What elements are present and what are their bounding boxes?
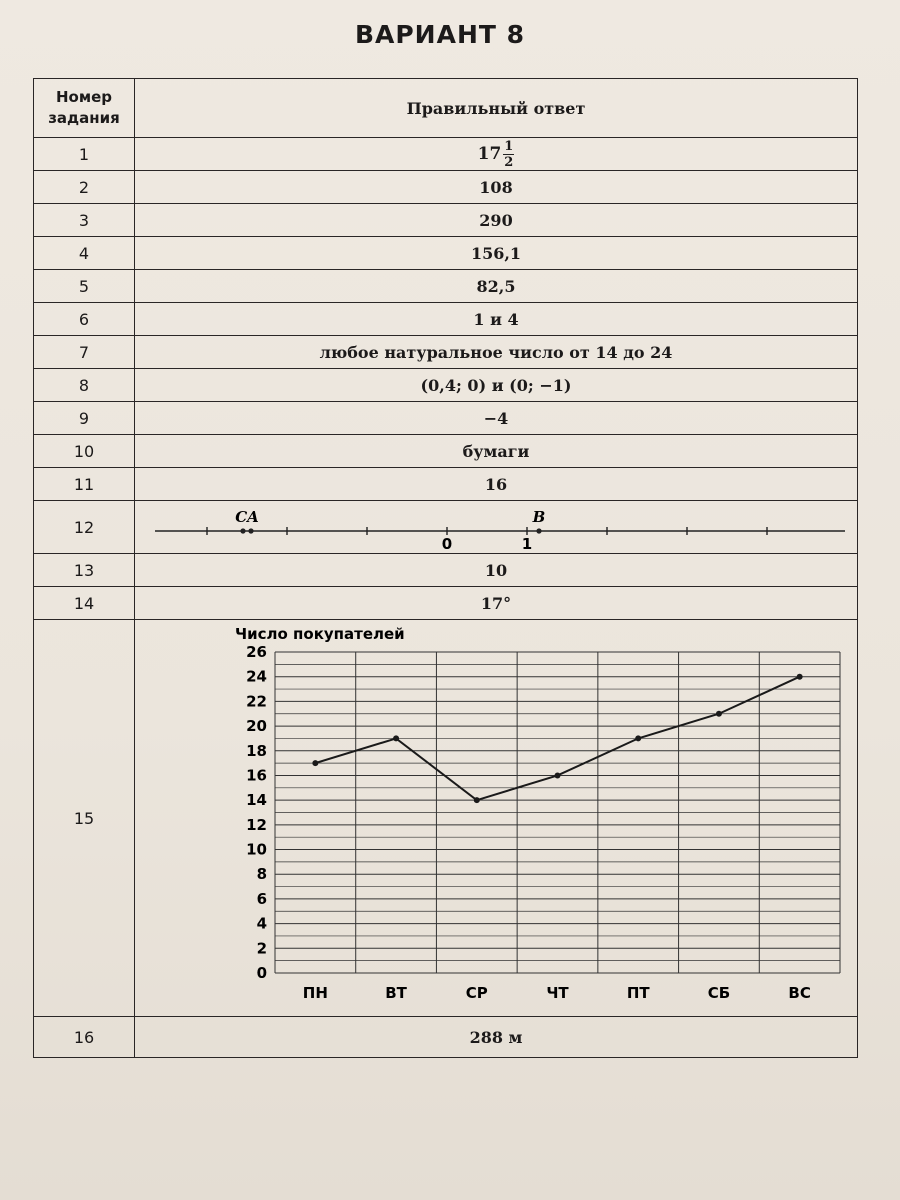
fraction-denominator: 2: [504, 154, 514, 170]
answer-cell: 82,5: [135, 270, 858, 303]
task-number: 7: [34, 336, 135, 369]
y-tick-label: 14: [246, 791, 267, 810]
y-tick-label: 20: [246, 717, 267, 736]
x-tick-label: ВТ: [385, 984, 407, 1002]
fraction-numerator: 1: [504, 138, 514, 154]
table-row: [34, 369, 858, 402]
data-point: [474, 797, 480, 803]
table-row: [34, 554, 858, 587]
y-tick-label: 16: [246, 766, 267, 785]
table-row: [34, 138, 858, 171]
page-title: ВАРИАНТ 8: [354, 20, 526, 49]
table-header-row: [34, 79, 858, 138]
table-row: [34, 1017, 858, 1058]
table-row: [34, 620, 858, 1017]
chart-title: Число покупателей: [235, 625, 405, 643]
answer-cell: (0,4; 0) и (0; −1): [135, 369, 858, 402]
y-tick-label: 0: [256, 964, 267, 982]
answer-cell: любое натуральное число от 14 до 24: [135, 336, 858, 369]
table-row: [34, 237, 858, 270]
task-number: 3: [34, 204, 135, 237]
data-point: [635, 735, 641, 741]
tick-label-0: 0: [441, 535, 453, 553]
answer-cell: 288 м: [135, 1017, 858, 1058]
point-a: [248, 528, 253, 533]
point-label-ca: CA: [235, 508, 259, 526]
y-tick-label: 12: [246, 815, 267, 834]
table-row: [34, 171, 858, 204]
y-tick-label: 18: [246, 741, 267, 760]
data-point: [797, 674, 803, 680]
x-tick-label: СР: [465, 984, 488, 1002]
chart-cell: [135, 620, 858, 1017]
task-number: 6: [34, 303, 135, 336]
x-tick-label: ПН: [302, 984, 328, 1002]
task-number: 14: [34, 587, 135, 620]
x-tick-label: СБ: [707, 984, 731, 1002]
point-label-b: B: [532, 508, 546, 526]
y-tick-label: 24: [246, 667, 267, 686]
task-number: 10: [34, 435, 135, 468]
table-row: [34, 435, 858, 468]
number-line: [135, 501, 857, 553]
x-tick-label: ЧТ: [546, 984, 569, 1002]
task-number: 8: [34, 369, 135, 402]
answer-cell: 108: [135, 171, 858, 204]
answers-table: [33, 78, 858, 1058]
task-number: 15: [34, 620, 135, 1017]
mixed-fraction-answer: [478, 139, 515, 170]
task-number: 5: [34, 270, 135, 303]
y-tick-label: 26: [246, 643, 267, 661]
task-number: 11: [34, 468, 135, 501]
answer-cell: −4: [135, 402, 858, 435]
header-correct-answer: Правильный ответ: [135, 79, 858, 138]
task-number: 4: [34, 237, 135, 270]
tick-label-1: 1: [521, 535, 533, 553]
x-tick-label: ПТ: [626, 984, 650, 1002]
y-tick-label: 10: [246, 840, 267, 859]
fraction-whole: 17: [477, 144, 502, 164]
answer-cell: 156,1: [135, 237, 858, 270]
table-row: [34, 270, 858, 303]
table-row: [34, 501, 858, 554]
table-row: [34, 303, 858, 336]
y-tick-label: 8: [256, 865, 267, 884]
task-number: 1: [34, 138, 135, 171]
y-tick-label: 2: [256, 939, 267, 958]
y-tick-label: 22: [246, 692, 267, 711]
y-tick-label: 6: [256, 889, 267, 908]
task-number: 16: [34, 1017, 135, 1058]
x-tick-label: ВС: [788, 984, 811, 1002]
task-number: 2: [34, 171, 135, 204]
table-row: [34, 336, 858, 369]
answer-cell: 17°: [135, 587, 858, 620]
answer-cell: бумаги: [135, 435, 858, 468]
number-line-cell: [135, 501, 858, 554]
task-number: 9: [34, 402, 135, 435]
data-point: [555, 772, 561, 778]
y-tick-label: 4: [256, 914, 267, 933]
task-number: 13: [34, 554, 135, 587]
point-b: [536, 528, 541, 533]
header-task-number: Номер задания: [34, 79, 135, 138]
table-row: [34, 587, 858, 620]
table-row: [34, 204, 858, 237]
answer-cell: 290: [135, 204, 858, 237]
table-row: [34, 402, 858, 435]
data-point: [716, 711, 722, 717]
answer-cell: [135, 138, 858, 171]
answer-cell: 16: [135, 468, 858, 501]
data-point: [312, 760, 318, 766]
answer-cell: 10: [135, 554, 858, 587]
data-point: [393, 735, 399, 741]
task-number: 12: [34, 501, 135, 554]
line-chart: [135, 622, 857, 1014]
answer-cell: 1 и 4: [135, 303, 858, 336]
table-row: [34, 468, 858, 501]
point-c: [240, 528, 245, 533]
